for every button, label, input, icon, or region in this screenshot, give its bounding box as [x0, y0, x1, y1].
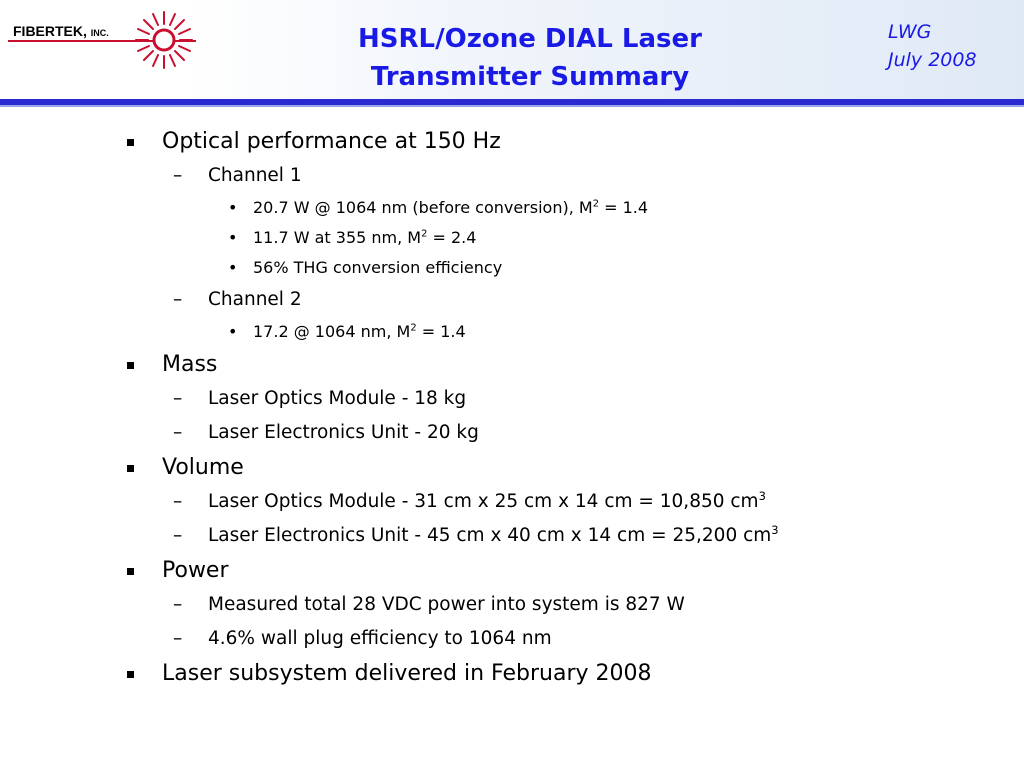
- dash-bullet-icon: –: [173, 388, 183, 409]
- corner-line-1: LWG: [888, 21, 932, 43]
- square-bullet-icon: [127, 139, 134, 146]
- dash-bullet-icon: –: [173, 491, 183, 512]
- square-bullet-icon: [127, 465, 134, 472]
- dash-bullet-icon: –: [173, 594, 183, 615]
- square-bullet-icon: [127, 568, 134, 575]
- sub-bullet-volume-optics: – Laser Optics Module - 31 cm x 25 cm x 14 cm = 10,850 $cm^3$: [0, 485, 1024, 519]
- dot-bullet-icon: •: [228, 322, 238, 341]
- dash-bullet-icon: –: [173, 525, 183, 546]
- laser-burst-logo-icon: [134, 10, 194, 70]
- sub-bullet-channel-2: – Channel 2: [0, 283, 1024, 317]
- dot-bullet-icon: •: [228, 198, 238, 217]
- corner-label: [888, 18, 977, 74]
- logo-name: FIBERTEK,: [13, 23, 87, 39]
- corner-line-2: July 2008: [888, 49, 977, 71]
- slide-title: [280, 20, 780, 96]
- sub-bullet-power-measured: – Measured total 28 VDC power into system is 827 W: [0, 588, 1024, 622]
- bullet-volume: Volume: [0, 450, 1024, 485]
- bullet-power: Power: [0, 553, 1024, 588]
- detail-ch1-power-355: • 11.7 W at 355 nm, $M^2 = 2.4$: [0, 223, 1024, 253]
- dot-bullet-icon: •: [228, 228, 238, 247]
- bullet-delivery: Laser subsystem delivered in February 2008: [0, 656, 1024, 691]
- header-divider: [0, 99, 1024, 105]
- dot-bullet-icon: •: [228, 258, 238, 277]
- title-line-2: Transmitter Summary: [370, 62, 690, 92]
- detail-ch1-power-1064: • 20.7 W @ 1064 nm (before conversion), $M^2 = 1.4$: [0, 193, 1024, 223]
- sub-bullet-mass-optics: – Laser Optics Module - 18 kg: [0, 382, 1024, 416]
- sub-bullet-mass-electronics: – Laser Electronics Unit - 20 kg: [0, 416, 1024, 450]
- slide-header: [0, 0, 1024, 104]
- square-bullet-icon: [127, 671, 134, 678]
- detail-ch1-thg-efficiency: • 56% THG conversion efficiency: [0, 253, 1024, 283]
- dash-bullet-icon: –: [173, 289, 183, 310]
- bullet-optical-performance: Optical performance at 150 Hz: [0, 124, 1024, 159]
- company-logo-text: [13, 23, 109, 39]
- title-line-1: HSRL/Ozone DIAL Laser: [358, 24, 702, 54]
- sub-bullet-channel-1: – Channel 1: [0, 159, 1024, 193]
- dash-bullet-icon: –: [173, 628, 183, 649]
- dash-bullet-icon: –: [173, 165, 183, 186]
- sub-bullet-volume-electronics: – Laser Electronics Unit - 45 cm x 40 cm x 14 cm = 25,200 $cm^3$: [0, 519, 1024, 553]
- dash-bullet-icon: –: [173, 422, 183, 443]
- square-bullet-icon: [127, 362, 134, 369]
- logo-suffix: INC.: [90, 28, 109, 38]
- slide-body: [0, 124, 1024, 691]
- detail-ch2-power-1064: • 17.2 @ 1064 nm, $M^2 = 1.4$: [0, 317, 1024, 347]
- bullet-mass: Mass: [0, 347, 1024, 382]
- sub-bullet-power-efficiency: – 4.6% wall plug efficiency to 1064 nm: [0, 622, 1024, 656]
